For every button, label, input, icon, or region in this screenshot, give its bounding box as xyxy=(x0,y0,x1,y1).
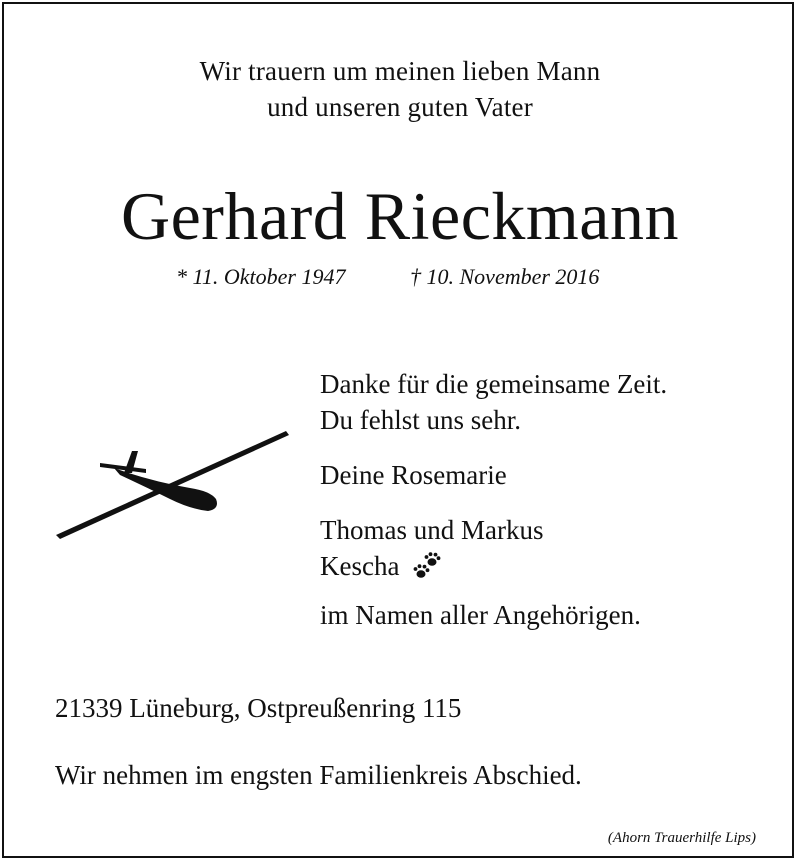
signatory-pet xyxy=(320,548,444,584)
signatory-pet-name: Kescha xyxy=(320,551,400,581)
signatory-sons: Thomas und Markus xyxy=(320,515,544,545)
birth-date: * 11. Oktober 1947 xyxy=(176,264,346,289)
intro-line-1: Wir trauern um meinen lieben Mann xyxy=(199,56,601,86)
glider-icon xyxy=(50,425,295,545)
deceased-name: Gerhard Rieckmann xyxy=(121,178,679,254)
intro-line-2: und unseren guten Vater xyxy=(267,92,533,122)
address: 21339 Lüneburg, Ostpreußenring 115 xyxy=(55,693,462,723)
paw-prints-icon xyxy=(412,551,444,581)
message-line-1: Danke für die gemeinsame Zeit. xyxy=(320,369,668,399)
death-date: † 10. November 2016 xyxy=(410,264,600,289)
funeral-home-credit: (Ahorn Trauerhilfe Lips) xyxy=(607,830,756,846)
signatory-wife: Deine Rosemarie xyxy=(320,460,507,490)
signatory-relatives: im Namen aller Angehörigen. xyxy=(320,600,641,630)
message-line-2: Du fehlst uns sehr. xyxy=(320,405,521,435)
farewell-note: Wir nehmen im engsten Familienkreis Abschied. xyxy=(55,760,582,790)
